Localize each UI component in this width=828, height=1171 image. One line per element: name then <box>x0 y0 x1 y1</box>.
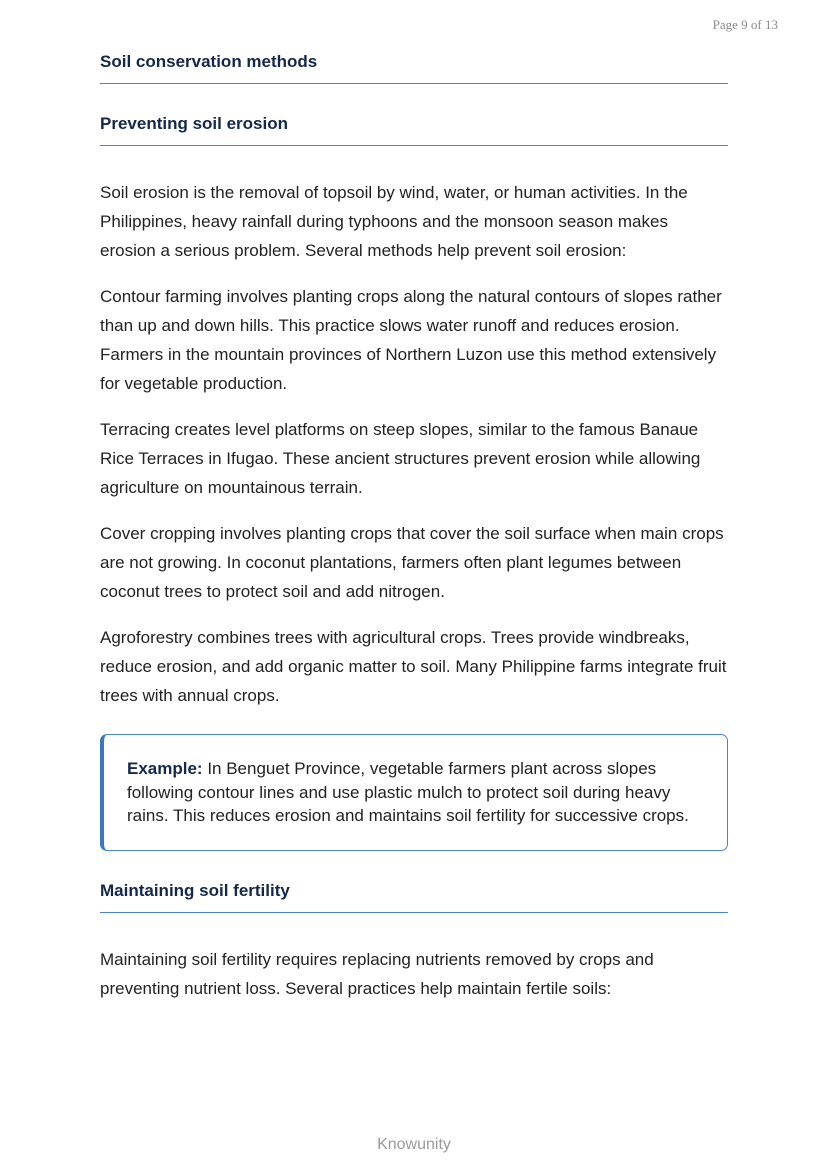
paragraph-fertility-intro: Maintaining soil fertility requires replacing nutrients removed by crops and preventing nutrient loss. Several practices help maintain fertile soils: <box>100 949 654 998</box>
document-body <box>100 52 728 1020</box>
example-text: In Benguet Province, vegetable farmers plant across slopes following contour lines and use plastic mulch to protect soil during heavy rains. This reduces erosion and maintains soil fertility for successive crops. <box>127 759 689 825</box>
paragraph-cover-cropping: Cover cropping involves planting crops that cover the soil surface when main crops are not growing. In coconut plantations, farmers often plant legumes between coconut trees to protect soil and add nitrogen. <box>100 524 724 601</box>
example-label: Example: <box>127 759 203 778</box>
paragraph-terracing: Terracing creates level platforms on steep slopes, similar to the famous Banaue Rice Terraces in Ifugao. These ancient structures prevent erosion while allowing agriculture on mountainous terrain. <box>100 420 701 497</box>
subsection-title-preventing-erosion: Preventing soil erosion <box>100 114 728 146</box>
section-title: Soil conservation methods <box>100 52 728 84</box>
paragraph-contour-farming: Contour farming involves planting crops along the natural contours of slopes rather than up and down hills. This practice slows water runoff and reduces erosion. Farmers in the mountain provinces of Northern Luzon use this method extensively for vegetable production. <box>100 287 722 393</box>
footer-brand: Knowunity <box>377 1136 451 1153</box>
paragraph-agroforestry: Agroforestry combines trees with agricultural crops. Trees provide windbreaks, reduce erosion, and add organic matter to soil. Many Philippine farms integrate fruit trees with annual crops. <box>100 628 727 705</box>
subsection-title-soil-fertility: Maintaining soil fertility <box>100 881 728 913</box>
example-callout <box>100 734 728 851</box>
paragraph-erosion-intro: Soil erosion is the removal of topsoil by wind, water, or human activities. In the Philippines, heavy rainfall during typhoons and the monsoon season makes erosion a serious problem. Several methods help prevent soil erosion: <box>100 183 688 260</box>
page-number: Page 9 of 13 <box>712 17 778 32</box>
